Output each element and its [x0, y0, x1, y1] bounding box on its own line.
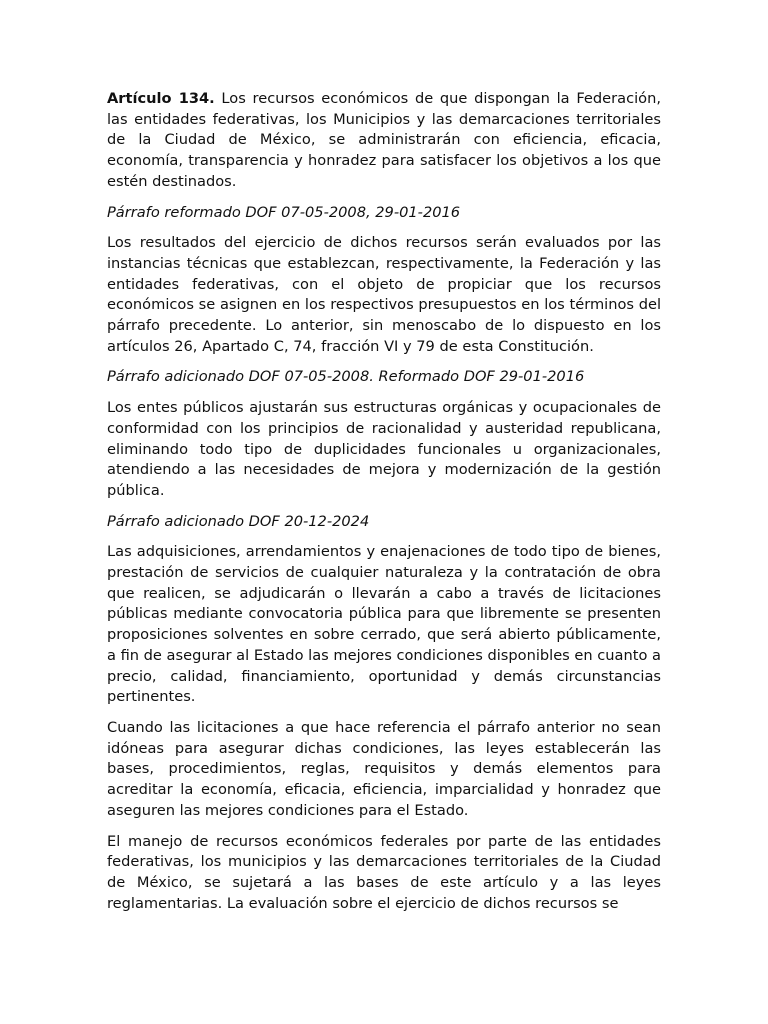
paragraph-5: Cuando las licitaciones a que hace referencia el párrafo anterior no sean idóneas para asegurar dichas condiciones, las leyes establecerán las bases, procedimientos, reglas, requisitos y demás elementos para acreditar la economía, eficacia, eficiencia, imparcialidad y honradez que aseguren las mejores condiciones para el Estado. [107, 718, 661, 819]
paragraph-6: El manejo de recursos económicos federales por parte de las entidades federativas, los municipios y las demarcaciones territoriales de la Ciudad de México, se sujetará a las bases de este artículo y a las leyes reglamentarias. La evaluación sobre el ejercicio de dichos recursos se [107, 832, 661, 912]
document-page [107, 89, 661, 935]
paragraph-4: Las adquisiciones, arrendamientos y enajenaciones de todo tipo de bienes, prestación de servicios de cualquier naturaleza y la contratación de obra que realicen, se adjudicarán o llevarán a cabo a través de licitaciones públicas mediante convocatoria pública para que libremente se presenten proposiciones solventes en sobre cerrado, que será abierto públicamente, a fin de asegurar al Estado las mejores condiciones disponibles en cuanto a precio, calidad, financiamiento, oportunidad y demás circunstancias pertinentes. [107, 543, 661, 706]
paragraph-2: Los resultados del ejercicio de dichos recursos serán evaluados por las instancias técnicas que establezcan, respectivamente, la Federación y las entidades federativas, con el objeto de propiciar que los recursos económicos se asignen en los respectivos presupuestos en los términos del párrafo precedente. Lo anterior, sin menoscabo de lo dispuesto en los artículos 26, Apartado C, 74, fracción VI y 79 de esta Constitución. [107, 234, 661, 355]
amendment-note-1: Párrafo reformado DOF 07-05-2008, 29-01-2016 [107, 203, 461, 221]
amendment-note-3: Párrafo adicionado DOF 20-12-2024 [107, 512, 370, 530]
paragraph-1 [107, 89, 661, 193]
amendment-note-2: Párrafo adicionado DOF 07-05-2008. Reformado DOF 29-01-2016 [107, 368, 585, 386]
article-heading: Artículo 134. [107, 90, 215, 107]
paragraph-3: Los entes públicos ajustarán sus estructuras orgánicas y ocupacionales de conformidad con los principios de racionalidad y austeridad republicana, eliminando todo tipo de duplicidades funcionales u organizacionales, atendiendo a las necesidades de mejora y modernización de la gestión pública. [107, 399, 661, 499]
paragraph-1-text: Los recursos económicos de que dispongan la Federación, las entidades federativas, los Municipios y las demarcaciones territoriales de la Ciudad de México, se administrarán con eficiencia, eficacia, economía, transparencia y honradez para satisfacer los objetivos a los que estén destinados. [107, 90, 661, 190]
